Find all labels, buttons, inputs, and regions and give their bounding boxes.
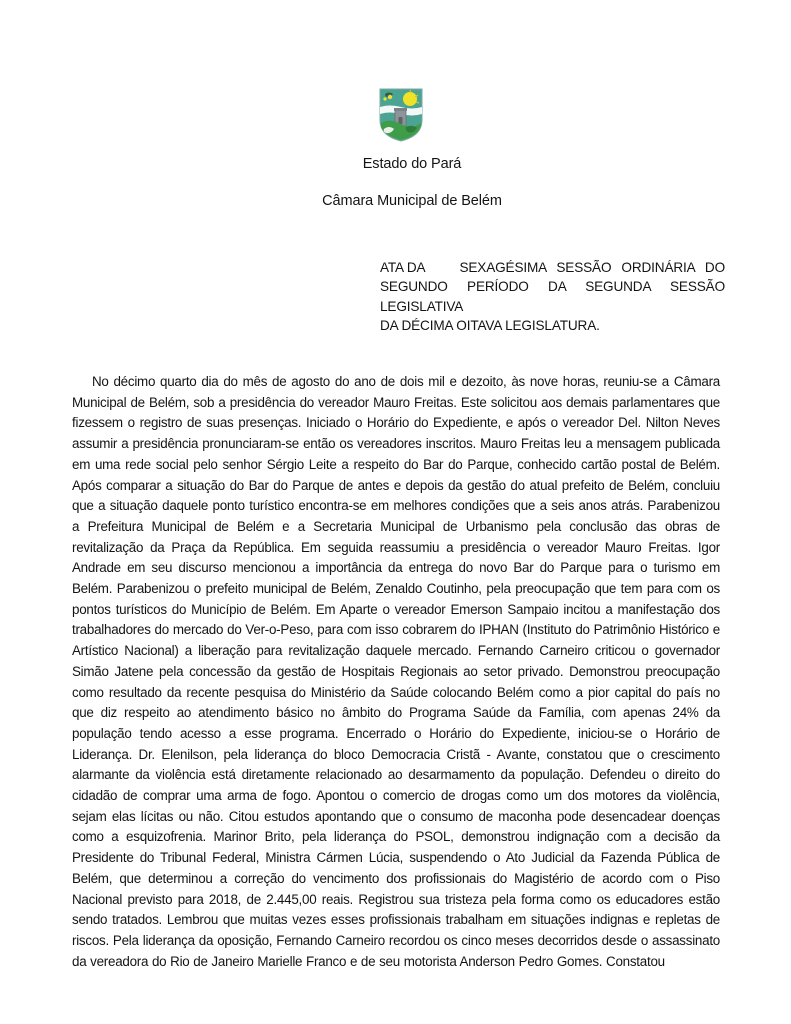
title-line-2: SEGUNDO PERÍODO DA SEGUNDA SESSÃO LEGISLATIVA bbox=[380, 279, 725, 314]
session-title-block bbox=[380, 258, 725, 335]
belem-coat-of-arms-icon bbox=[378, 87, 424, 142]
title-line-3: DA DÉCIMA OITAVA LEGISLATURA. bbox=[380, 317, 600, 333]
title-session-number: SEXAGÉSIMA SESSÃO ORDINÁRIA DO bbox=[459, 260, 725, 275]
minutes-paragraph: No décimo quarto dia do mês de agosto do ano de dois mil e dezoito, às nove horas, reuniu-se a Câmara Municipal de Belém, sob a presidência do vereador Mauro Freitas. Este solicitou aos demais parlamentares que fizessem o registro de suas presenças. Iniciado o Horário do Expediente, e após o vereador Del. Nilton Neves assumir a presidência pronunciaram-se então os vereadores inscritos. Mauro Freitas leu a mensagem publicada em uma rede social pelo senhor Sérgio Leite a respeito do Bar do Parque, conhecido cartão postal de Belém. Após comparar a situação do Bar do Parque de antes e depois da gestão do atual prefeito de Belém, concluiu que a situação daquele ponto turístico encontra-se em melhores condições que a seis anos atrás. Parabenizou a Prefeitura Municipal de Belém e a Secretaria Municipal de Urbanismo pela conclusão das obras de revitalização da Praça da República. Em seguida reassumiu a presidência o vereador Mauro Freitas. Igor Andrade em seu discurso mencionou a importância da entrega do novo Bar do Parque para o turismo em Belém. Parabenizou o prefeito municipal de Belém, Zenaldo Coutinho, pela preocupação que tem para com os pontos turísticos do Município de Belém. Em Aparte o vereador Emerson Sampaio incitou a manifestação dos trabalhadores do mercado do Ver-o-Peso, para com isso cobrarem do IPHAN (Instituto do Patrimônio Histórico e Artístico Nacional) a liberação para revitalização daquele mercado. Fernando Carneiro criticou o governador Simão Jatene pela concessão da gestão de Hospitais Regionais ao setor privado. Demonstrou preocupação como resultado da recente pesquisa do Ministério da Saúde colocando Belém como a pior capital do país no que diz respeito ao atendimento básico no âmbito do Programa Saúde da Família, com apenas 24% da população tendo acesso a esse programa. Encerrado o Horário do Expediente, iniciou-se o Horário de Liderança. Dr. Elenilson, pela liderança do bloco Democracia Cristã - Avante, constatou que o crescimento alarmante da violência está diretamente relacionado ao desarmamento da população. Defendeu o direito do cidadão de comprar uma arma de fogo. Apontou o comercio de drogas como um dos motores da violência, sejam elas lícitas ou não. Citou estudos apontando que o consumo de maconha pode desencadear doenças como a esquizofrenia. Marinor Brito, pela liderança do PSOL, demonstrou indignação com a decisão da Presidente do Tribunal Federal, Ministra Cármen Lúcia, suspendendo o Ato Judicial da Fazenda Pública de Belém, que determinou a correção do vencimento dos profissionais do Magistério de acordo com o Piso Nacional previsto para 2018, de 2.445,00 reais. Registrou sua tristeza pela forma como os educadores estão sendo tratados. Lembrou que muitas vezes esses profissionais trabalham em situações indignas e repletas de riscos. Pela liderança da oposição, Fernando Carneiro recordou os cinco meses decorridos desde o assassinato da vereadora do Rio de Janeiro Marielle Franco e de seu motorista Anderson Pedro Gomes. Constatou bbox=[72, 374, 720, 969]
header-state-line: Estado do Pará bbox=[362, 156, 462, 172]
title-line-1 bbox=[380, 258, 725, 277]
header-institution-line: Câmara Municipal de Belém bbox=[322, 193, 502, 209]
title-ata-da: ATA DA bbox=[380, 260, 426, 275]
